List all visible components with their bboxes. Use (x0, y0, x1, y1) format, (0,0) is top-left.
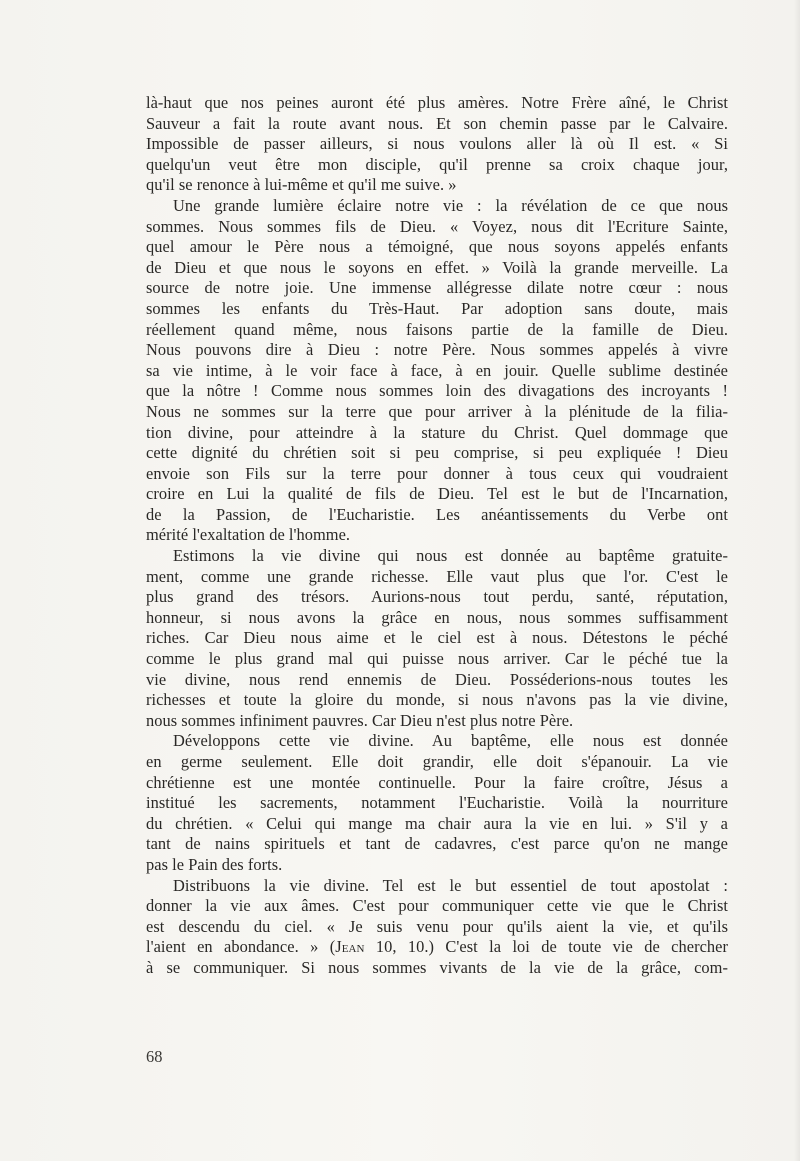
text-line: à se communiquer. Si nous sommes vivants de la vie de la grâce, com- (146, 957, 728, 977)
text-line: richesses et toute la gloire du monde, si nous n'avons pas la vie divine, (146, 690, 728, 710)
text-line: sa vie intime, à le voir face à face, à en jouir. Quelle sublime destinée (146, 360, 728, 380)
text-line: là-haut que nos peines auront été plus amères. Notre Frère aîné, le Christ (146, 93, 728, 112)
text-line: Impossible de passer ailleurs, si nous voulons aller là où Il est. « Si (146, 134, 728, 154)
text-line: mérité l'exaltation de l'homme. (146, 525, 351, 545)
scripture-reference: Jean (335, 937, 365, 957)
paragraph (146, 731, 728, 875)
text-line: de la Passion, de l'Eucharistie. Les anéantissements du Verbe ont (146, 504, 728, 524)
text-line: l'aient en abondance. » (Jean 10, 10.) C'est la loi de toute vie de chercher (146, 937, 728, 957)
text-line: que la nôtre ! Comme nous sommes loin des divagations des incroyants ! (146, 381, 728, 401)
text-line: honneur, si nous avons la grâce en nous, nous sommes suffisamment (146, 607, 728, 627)
page-edge-shadow (794, 0, 800, 1161)
text-line: quelqu'un veut être mon disciple, qu'il prenne sa croix chaque jour, (146, 154, 728, 174)
text-line: Estimons la vie divine qui nous est donnée au baptême gratuite- (173, 546, 728, 566)
text-line: Sauveur a fait la route avant nous. Et son chemin passe par le Calvaire. (146, 113, 728, 133)
text-line: tant de nains spirituels et tant de cadavres, c'est parce qu'on ne mange (146, 834, 728, 854)
text-line: plus grand des trésors. Aurions-nous tout perdu, santé, réputation, (146, 587, 728, 607)
text-line: Distribuons la vie divine. Tel est le but essentiel de tout apostolat : (173, 875, 728, 895)
paragraph (146, 546, 728, 731)
page-number: 68 (146, 1047, 163, 1066)
text-line: ment, comme une grande richesse. Elle vaut plus que l'or. C'est le (146, 566, 728, 586)
text-line: du chrétien. « Celui qui mange ma chair aura la vie en lui. » S'il y a (146, 813, 728, 833)
text-line: sommes. Nous sommes fils de Dieu. « Voyez, nous dit l'Ecriture Sainte, (146, 216, 728, 236)
text-line: Une grande lumière éclaire notre vie : la révélation de ce que nous (173, 195, 728, 215)
body-text (146, 93, 728, 979)
text-line: source de notre joie. Une immense allégresse dilate notre cœur : nous (146, 278, 728, 298)
text-line: institué les sacrements, notamment l'Eucharistie. Voilà la nourriture (146, 793, 728, 813)
text-line: pas le Pain des forts. (146, 854, 283, 874)
text-line: Développons cette vie divine. Au baptême, elle nous est donnée (173, 731, 728, 751)
text-line: nous sommes infiniment pauvres. Car Dieu n'est plus notre Père. (146, 710, 574, 730)
text-line: cette dignité du chrétien soit si peu comprise, si peu expliquée ! Dieu (146, 443, 728, 463)
text-line: chrétienne est une montée continuelle. Pour la faire croître, Jésus a (146, 772, 728, 792)
text-line: envoie son Fils sur la terre pour donner à tous ceux qui voudraient (146, 463, 728, 483)
text-line: en germe seulement. Elle doit grandir, elle doit s'épanouir. La vie (146, 752, 728, 771)
text-line: Nous ne sommes sur la terre que pour arriver à la plénitude de la filia- (146, 401, 728, 421)
text-line: est descendu du ciel. « Je suis venu pour qu'ils aient la vie, et qu'ils (146, 916, 728, 936)
text-line: quel amour le Père nous a témoigné, que nous soyons appelés enfants (146, 237, 728, 257)
text-line: de Dieu et que nous le soyons en effet. » Voilà la grande merveille. La (146, 257, 728, 277)
paragraph (146, 876, 728, 979)
paragraph (146, 93, 728, 196)
paragraph (146, 196, 728, 546)
text-line: réellement quand même, nous faisons partie de la famille de Dieu. (146, 319, 728, 339)
text-line: croire en Lui la qualité de fils de Dieu. Tel est le but de l'Incarnation, (146, 484, 728, 504)
text-line: Nous pouvons dire à Dieu : notre Père. Nous sommes appelés à vivre (146, 340, 728, 360)
text-line: vie divine, nous rend ennemis de Dieu. Posséderions-nous toutes les (146, 669, 728, 689)
text-line: qu'il se renonce à lui-même et qu'il me suive. » (146, 175, 457, 195)
text-line: comme le plus grand mal qui puisse nous arriver. Car le péché tue la (146, 649, 728, 669)
text-line: tion divine, pour atteindre à la stature du Christ. Quel dommage que (146, 422, 728, 442)
text-line: donner la vie aux âmes. C'est pour communiquer cette vie que le Christ (146, 896, 728, 916)
text-line: sommes les enfants du Très-Haut. Par adoption sans doute, mais (146, 298, 728, 318)
text-line: riches. Car Dieu nous aime et le ciel est à nous. Détestons le péché (146, 628, 728, 648)
